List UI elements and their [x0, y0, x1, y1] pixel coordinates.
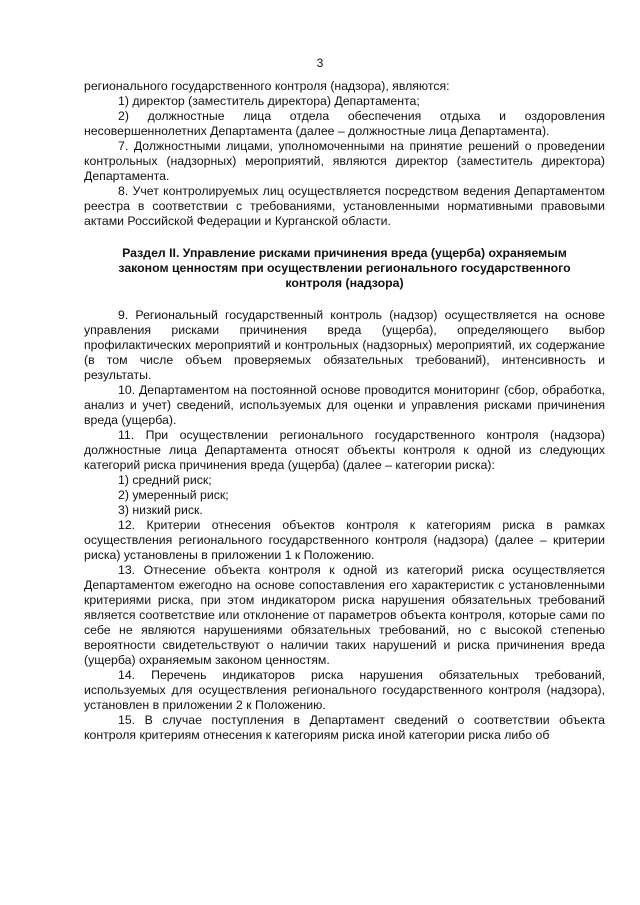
paragraph: 14. Перечень индикаторов риска нарушения обязательных требований, используемых для осуществления регионального государственного контроля (надзора), установлен в приложении 2 к Положению. [84, 668, 605, 712]
document-body [84, 79, 605, 743]
paragraph: регионального государственного контроля (надзора), являются: [84, 79, 450, 93]
list-item: 3) низкий риск. [118, 503, 203, 517]
paragraph: 8. Учет контролируемых лиц осуществляется посредством ведения Департаментом реестра в соответствии с требованиями, установленными нормативными правовыми актами Российской Федерации и Курганской области. [84, 184, 605, 228]
list-item: 1) средний риск; [118, 473, 212, 487]
page-number: 3 [316, 56, 324, 70]
paragraph: 15. В случае поступления в Департамент сведений о соответствии объекта контроля критериям отнесения к категориям риска иной категории риска либо об [84, 713, 605, 742]
paragraph: 13. Отнесение объекта контроля к одной из категорий риска осуществляется Департаментом ежегодно на основе сопоставления его характеристик с установленными критериями риска, при этом индикатором риска нарушения обязательных требований является соответствие или отклонение от параметров объекта контроля, которые сами по себе не являются нарушениями обязательных требований, но с высокой степенью вероятности свидетельствуют о наличии таких нарушений и риска причинения вреда (ущерба) охраняемым законом ценностям. [84, 563, 605, 667]
paragraph: 7. Должностными лицами, уполномоченными на принятие решений о проведении контрольных (надзорных) мероприятий, являются директор (заместитель директора) Департамента. [84, 139, 605, 183]
paragraph: 10. Департаментом на постоянной основе проводится мониторинг (сбор, обработка, анализ и учет) сведений, используемых для оценки и управления рисками причинения вреда (ущерба). [84, 383, 605, 427]
paragraph: 11. При осуществлении регионального государственного контроля (надзора) должностные лица Департамента относят объекты контроля к одной из следующих категорий риска причинения вреда (ущерба) (далее – категории риска): [84, 428, 605, 472]
list-item: 1) директор (заместитель директора) Департамента; [118, 94, 420, 108]
list-item: 2) должностные лица отдела обеспечения отдыха и оздоровления несовершеннолетних Департамента (далее – должностные лица Департамента). [84, 109, 605, 138]
list-item: 2) умеренный риск; [118, 488, 229, 502]
section-heading: Раздел II. Управление рисками причинения вреда (ущерба) охраняемым законом ценностям при осуществлении регионального государственного контроля (надзора) [118, 246, 571, 290]
paragraph: 9. Региональный государственный контроль (надзор) осуществляется на основе управления рисками причинения вреда (ущерба), определяющего выбор профилактических мероприятий и контрольных (надзорных) мероприятий, их содержание (в том числе объем проверяемых обязательных требований), интенсивность и результаты. [84, 308, 605, 382]
paragraph: 12. Критерии отнесения объектов контроля к категориям риска в рамках осуществления регионального государственного контроля (надзора) (далее – критерии риска) установлены в приложении 1 к Положению. [84, 518, 605, 562]
